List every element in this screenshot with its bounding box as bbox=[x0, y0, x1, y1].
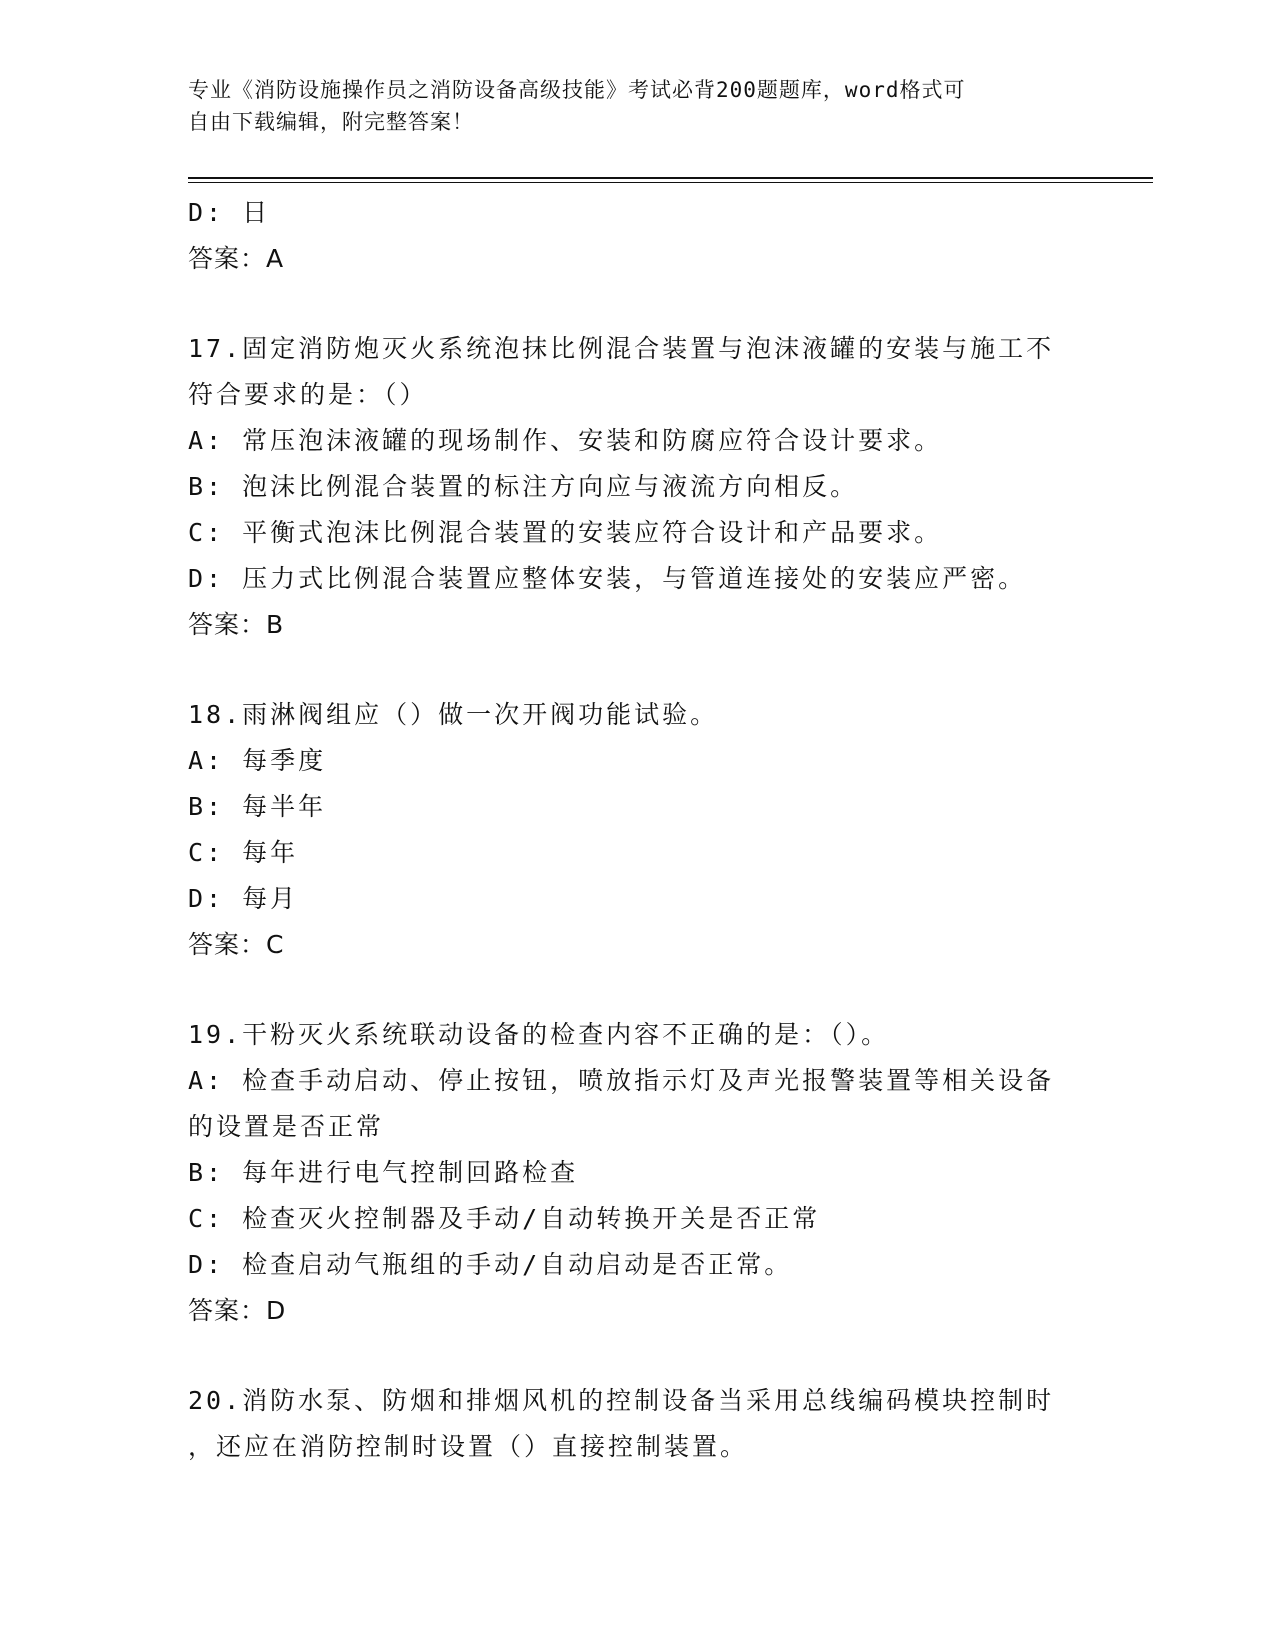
option-a: A: 每季度 bbox=[188, 746, 327, 775]
option-b: B: 每半年 bbox=[188, 792, 327, 821]
question-stem: 18.雨淋阀组应（）做一次开阀功能试验。 bbox=[188, 700, 719, 729]
question-stem: 19.干粉灭火系统联动设备的检查内容不正确的是：（）。 bbox=[188, 1020, 890, 1049]
option-c: C: 检查灭火控制器及手动/自动转换开关是否正常 bbox=[188, 1204, 821, 1233]
option-a: A: 常压泡沫液罐的现场制作、安装和防腐应符合设计要求。 bbox=[188, 426, 943, 455]
question-17 bbox=[188, 326, 1088, 648]
previous-question-tail bbox=[188, 190, 1088, 282]
option-b: B: 泡沫比例混合装置的标注方向应与液流方向相反。 bbox=[188, 472, 859, 501]
page-header bbox=[188, 74, 1088, 138]
answer-line: 答案：D bbox=[188, 1296, 287, 1325]
question-20 bbox=[188, 1378, 1088, 1470]
question-19 bbox=[188, 1012, 1088, 1334]
option-a: A: 检查手动启动、停止按钮，喷放指示灯及声光报警装置等相关设备 bbox=[188, 1066, 1055, 1095]
option-d: D: 检查启动气瓶组的手动/自动启动是否正常。 bbox=[188, 1250, 793, 1279]
question-18 bbox=[188, 692, 1088, 968]
answer-line: 答案：A bbox=[188, 244, 285, 273]
answer-line: 答案：C bbox=[188, 930, 285, 959]
option-d: D: 压力式比例混合装置应整体安装，与管道连接处的安装应严密。 bbox=[188, 564, 1027, 593]
header-divider bbox=[188, 177, 1153, 183]
option-a-continued: 的设置是否正常 bbox=[188, 1112, 385, 1141]
option-d: D: 每月 bbox=[188, 884, 299, 913]
option-c: C: 平衡式泡沫比例混合装置的安装应符合设计和产品要求。 bbox=[188, 518, 943, 547]
question-stem: ，还应在消防控制时设置（）直接控制装置。 bbox=[188, 1432, 749, 1461]
option-d: D: 日 bbox=[188, 198, 271, 227]
answer-line: 答案：B bbox=[188, 610, 285, 639]
question-stem: 符合要求的是：（） bbox=[188, 380, 428, 409]
question-stem: 17.固定消防炮灭火系统泡抹比例混合装置与泡沫液罐的安装与施工不 bbox=[188, 334, 1055, 363]
header-line-2: 自由下载编辑，附完整答案！ bbox=[188, 110, 474, 134]
option-b: B: 每年进行电气控制回路检查 bbox=[188, 1158, 579, 1187]
question-stem: 20.消防水泵、防烟和排烟风机的控制设备当采用总线编码模块控制时 bbox=[188, 1386, 1055, 1415]
header-line-1: 专业《消防设施操作员之消防设备高级技能》考试必背200题题库，word格式可 bbox=[188, 78, 966, 102]
option-c: C: 每年 bbox=[188, 838, 299, 867]
question-list bbox=[188, 190, 1088, 1470]
